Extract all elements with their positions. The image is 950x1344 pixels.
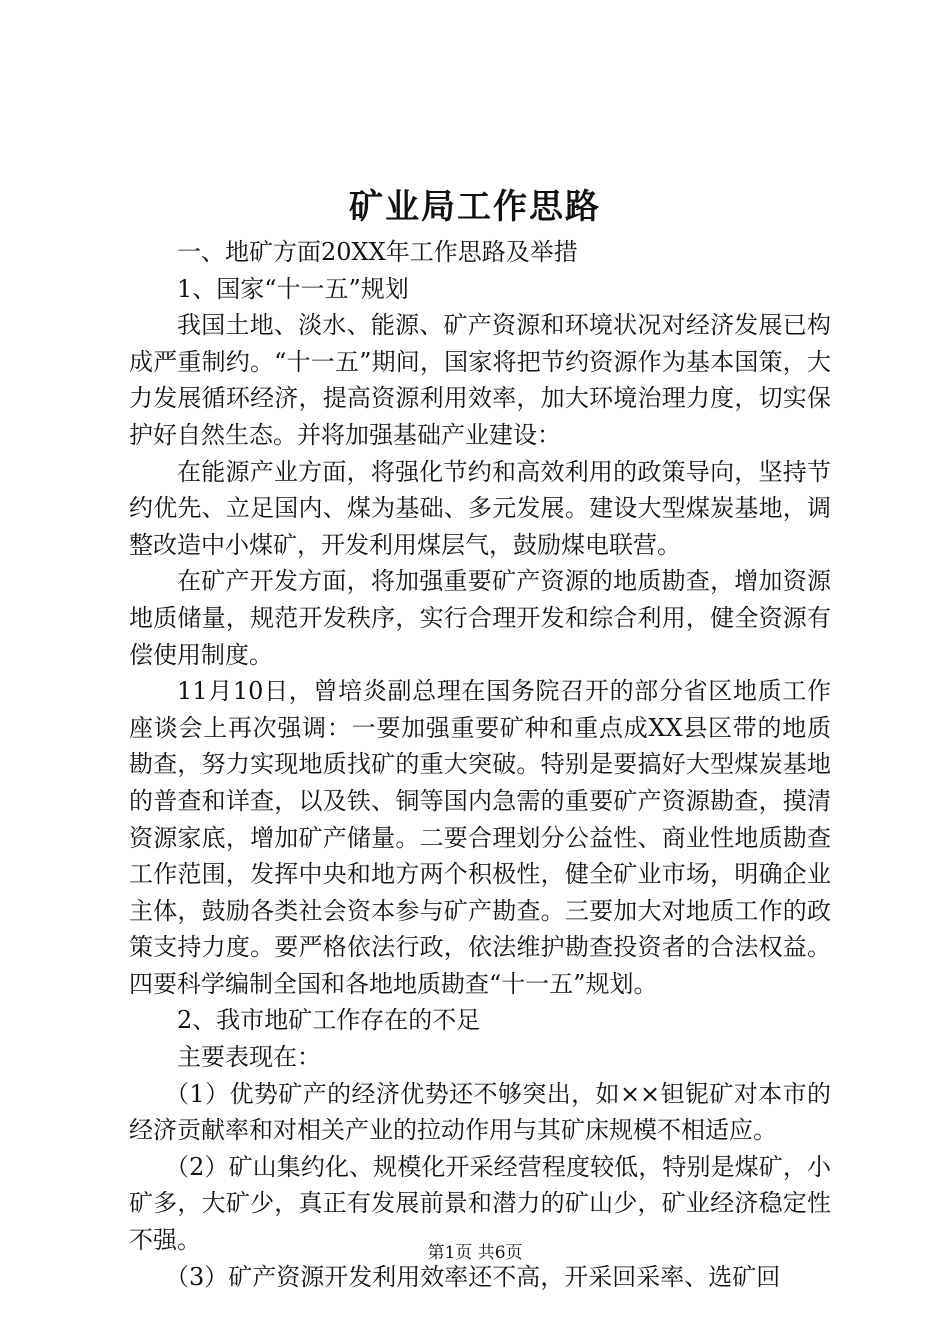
document-body [129, 234, 831, 1295]
document-title: 矿业局工作思路 [349, 187, 601, 227]
list-item: （3）矿产资源开发利用效率还不高，开采回采率、选矿回 [165, 1262, 781, 1291]
body-paragraph: 11月10日，曾培炎副总理在国务院召开的部分省区地质工作座谈会上再次强调：一要加强重要矿种和重点成XX县区带的地质勘查，努力实现地质找矿的重大突破。特别是要搞好大型煤炭基地的普查和详查，以及铁、铜等国内急需的重要矿产资源勘查，摸清资源家底，增加矿产储量。二要合理划分公益性、商业性地质勘查工作范围，发挥中央和地方两个积极性，健全矿业市场，明确企业主体，鼓励各类社会资本参与矿产勘查。三要加大对地质工作的政策支持力度。要严格依法行政，依法维护勘查投资者的合法权益。四要科学编制全国和各地地质勘查“十一五”规划。 [129, 677, 831, 998]
body-paragraph: 我国土地、淡水、能源、矿产资源和环境状况对经济发展已构成严重制约。“十一五”期间，国家将把节约资源作为基本国策，大力发展循环经济，提高资源利用效率，加大环境治理力度，切实保护好自然生态。并将加强基础产业建设： [129, 311, 831, 449]
page-footer: 第1页 共6页 [427, 1243, 523, 1263]
body-paragraph: 主要表现在： [177, 1043, 321, 1072]
subsection-heading: 1、国家“十一五”规划 [177, 274, 409, 303]
subsection-heading: 2、我市地矿工作存在的不足 [177, 1006, 481, 1035]
body-paragraph: 在矿产开发方面，将加强重要矿产资源的地质勘查，增加资源地质储量，规范开发秩序，实行合理开发和综合利用，健全资源有偿使用制度。 [129, 567, 831, 669]
section-heading: 一、地矿方面20XX年工作思路及举措 [177, 238, 578, 266]
list-item: （2）矿山集约化、规模化开采经营程度较低，特别是煤矿，小矿多，大矿少，真正有发展前景和潜力的矿山少，矿业经济稳定性不强。 [129, 1152, 831, 1255]
list-item: （1）优势矿产的经济优势还不够突出，如××钽铌矿对本市的经济贡献率和对相关产业的拉动作用与其矿床规模不相适应。 [129, 1079, 831, 1145]
body-paragraph: 在能源产业方面，将强化节约和高效利用的政策导向，坚持节约优先、立足国内、煤为基础、多元发展。建设大型煤炭基地，调整改造中小煤矿，开发利用煤层气，鼓励煤电联营。 [129, 457, 831, 559]
